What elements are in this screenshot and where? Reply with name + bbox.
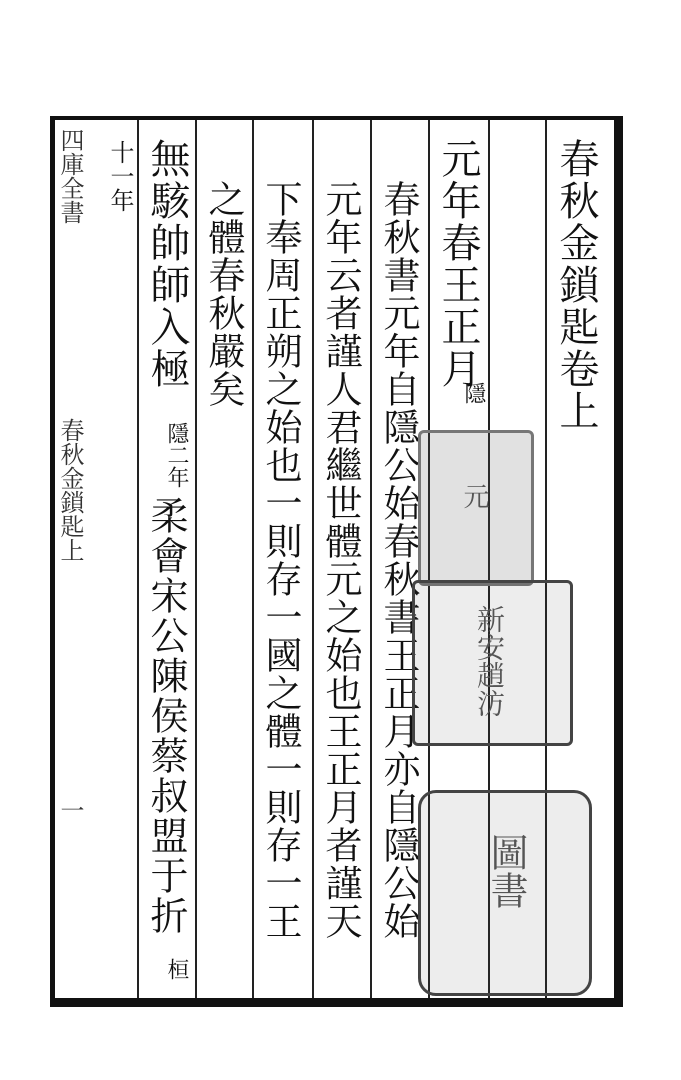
text-column-3: 春秋書元年自隱公始春秋書王正月亦自隱公始 xyxy=(377,180,420,940)
text-column-8: 十一年 xyxy=(106,140,134,212)
frame-right-border xyxy=(614,118,623,1006)
column-rule xyxy=(195,120,197,998)
frame-left-border xyxy=(50,118,55,1006)
column-rule xyxy=(137,120,139,998)
margin-series-title: 四庫全書 xyxy=(56,128,84,224)
seal-text-2: 新安趙汸 xyxy=(473,605,506,717)
seal-stamp-2 xyxy=(412,580,573,746)
text-column-5: 下奉周正朔之始也一則存一國之體一則存一王 xyxy=(259,180,302,940)
seal-stamp-1 xyxy=(418,430,534,586)
column-rule xyxy=(312,120,314,998)
entry-note: 隱 xyxy=(461,382,486,404)
column-rule xyxy=(252,120,254,998)
seal-stamp-3 xyxy=(418,790,592,996)
frame-top-border xyxy=(50,116,623,120)
entry-note-3: 桓 xyxy=(164,958,189,980)
entry-heading: 元年春王正月 xyxy=(435,138,481,390)
text-column-4: 元年云者謹人君繼世體元之始也王正月者謹天 xyxy=(319,180,362,940)
entry-heading-2: 無駭帥師入極 xyxy=(144,138,190,390)
entry-heading-3: 柔會宋公陳侯蔡叔盟于折 xyxy=(144,496,188,936)
text-column-6: 之體春秋嚴矣 xyxy=(202,180,245,408)
entry-note-2: 隱二年 xyxy=(164,422,189,488)
frame-bottom-border xyxy=(50,998,623,1007)
volume-title: 春秋金鎖匙卷上 xyxy=(553,138,599,432)
margin-page-number: 一 xyxy=(56,798,84,822)
seal-text-3: 圖書 xyxy=(484,833,528,909)
seal-text-1: 元 xyxy=(459,483,489,509)
margin-book-title: 春秋金鎖匙上 xyxy=(56,418,84,562)
column-rule xyxy=(370,120,372,998)
